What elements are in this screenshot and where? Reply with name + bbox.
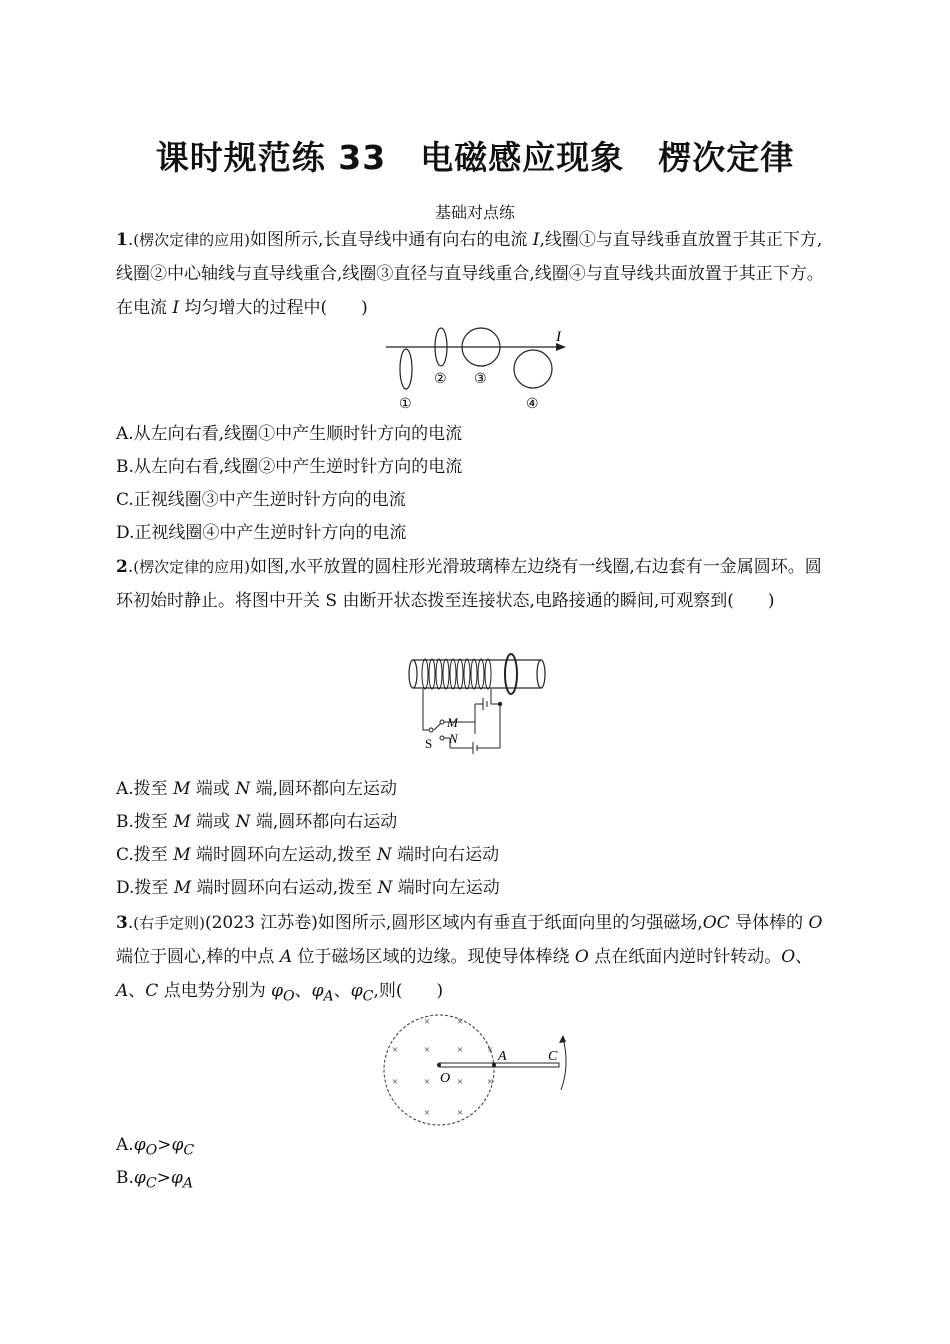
svg-text:×: × [456, 1076, 464, 1088]
q1-option-b[interactable]: B.从左向右看,线圈②中产生逆时针方向的电流 [116, 457, 463, 477]
question-tag: 楞次定律的应用 [139, 231, 245, 249]
figure-q1-coils [380, 322, 580, 412]
svg-text:×: × [423, 1044, 431, 1056]
page-title: 课时规范练 33 电磁感应现象 楞次定律 [155, 138, 795, 177]
coil-1 [400, 349, 412, 389]
svg-text:C: C [548, 1049, 558, 1064]
figure-q2-solenoid [405, 652, 550, 762]
question-2-stem: 2.(楞次定律的应用)如图,水平放置的圆柱形光滑玻璃棒左边绕有一线圈,右边套有一金属圆环。圆环初始时静止。将图中开关 S 由断开状态拨至连接状态,电路接通的瞬间,可观察到( ) [116, 557, 822, 611]
svg-text:×: × [391, 1076, 399, 1088]
svg-text:S: S [425, 736, 433, 751]
svg-text:×: × [423, 1107, 431, 1119]
question-number: 3 [116, 913, 128, 933]
question-number: 2 [116, 557, 128, 577]
svg-text:②: ② [434, 372, 447, 387]
question-source: (2023 江苏卷) [204, 913, 318, 933]
field-boundary [384, 1015, 494, 1125]
question-tag: 右手定则 [139, 914, 200, 932]
svg-text:×: × [423, 1076, 431, 1088]
q2-option-b[interactable]: B.拨至 M 端或 N 端,圆环都向右运动 [116, 812, 398, 832]
section-heading: 基础对点练 [434, 203, 515, 222]
svg-text:×: × [486, 1076, 494, 1088]
q2-option-a[interactable]: A.拨至 M 端或 N 端,圆环都向左运动 [116, 779, 398, 799]
svg-text:①: ① [399, 397, 412, 412]
question-1-stem: 1.(楞次定律的应用)如图所示,长直导线中通有向右的电流 I,线圈①与直导线垂直放置于其正下方,线圈②中心轴线与直导线重合,线圈③直径与直导线重合,线圈④与直导线共面放置于其正下方。在电流 I 均匀增大的过程中( ) [116, 230, 824, 318]
svg-text:A: A [498, 1049, 507, 1064]
q3-option-a[interactable]: $A.\varphi_O>\varphi_C$ [116, 1135, 195, 1159]
coil-4 [514, 350, 552, 388]
question-number: 1 [116, 230, 128, 250]
q1-option-a[interactable]: A.从左向右看,线圈①中产生顺时针方向的电流 [116, 424, 463, 444]
svg-text:×: × [456, 1107, 464, 1119]
rotation-arrow [561, 1038, 566, 1090]
svg-text:M: M [447, 715, 458, 730]
q1-option-c[interactable]: C.正视线圈③中产生逆时针方向的电流 [116, 490, 406, 510]
q2-option-c[interactable]: C.拨至 M 端时圆环向左运动,拨至 N 端时向右运动 [116, 845, 500, 865]
q2-option-d[interactable]: D.拨至 M 端时圆环向右运动,拨至 N 端时向左运动 [116, 878, 500, 898]
current-label: I [556, 329, 561, 345]
question-tag: 楞次定律的应用 [139, 558, 245, 576]
question-3-stem: 3.(右手定则)(2023 江苏卷)如图所示,圆形区域内有垂直于纸面向里的匀强磁场,OC 导体棒的 O 端位于圆心,棒的中点 A 位于磁场区域的边缘。现使导体棒绕 O 点在纸面内逆时针转动。O、A、C 点电势分别为 $\varphi_O$、$\varphi_A$、$\varphi_C$,则( ) [116, 913, 823, 1005]
svg-text:④: ④ [526, 397, 539, 412]
svg-text:N: N [449, 731, 458, 746]
svg-text:×: × [486, 1044, 494, 1056]
q1-option-d[interactable]: D.正视线圈④中产生逆时针方向的电流 [116, 523, 407, 543]
svg-text:×: × [456, 1016, 464, 1028]
svg-text:×: × [423, 1016, 431, 1028]
svg-text:③: ③ [474, 372, 487, 387]
svg-text:×: × [391, 1044, 399, 1056]
q3-option-b[interactable]: $B.\varphi_C>\varphi_A$ [116, 1168, 194, 1192]
svg-text:O: O [440, 1071, 451, 1086]
svg-text:×: × [456, 1044, 464, 1056]
figure-q3-magnetic-field [380, 1010, 580, 1130]
